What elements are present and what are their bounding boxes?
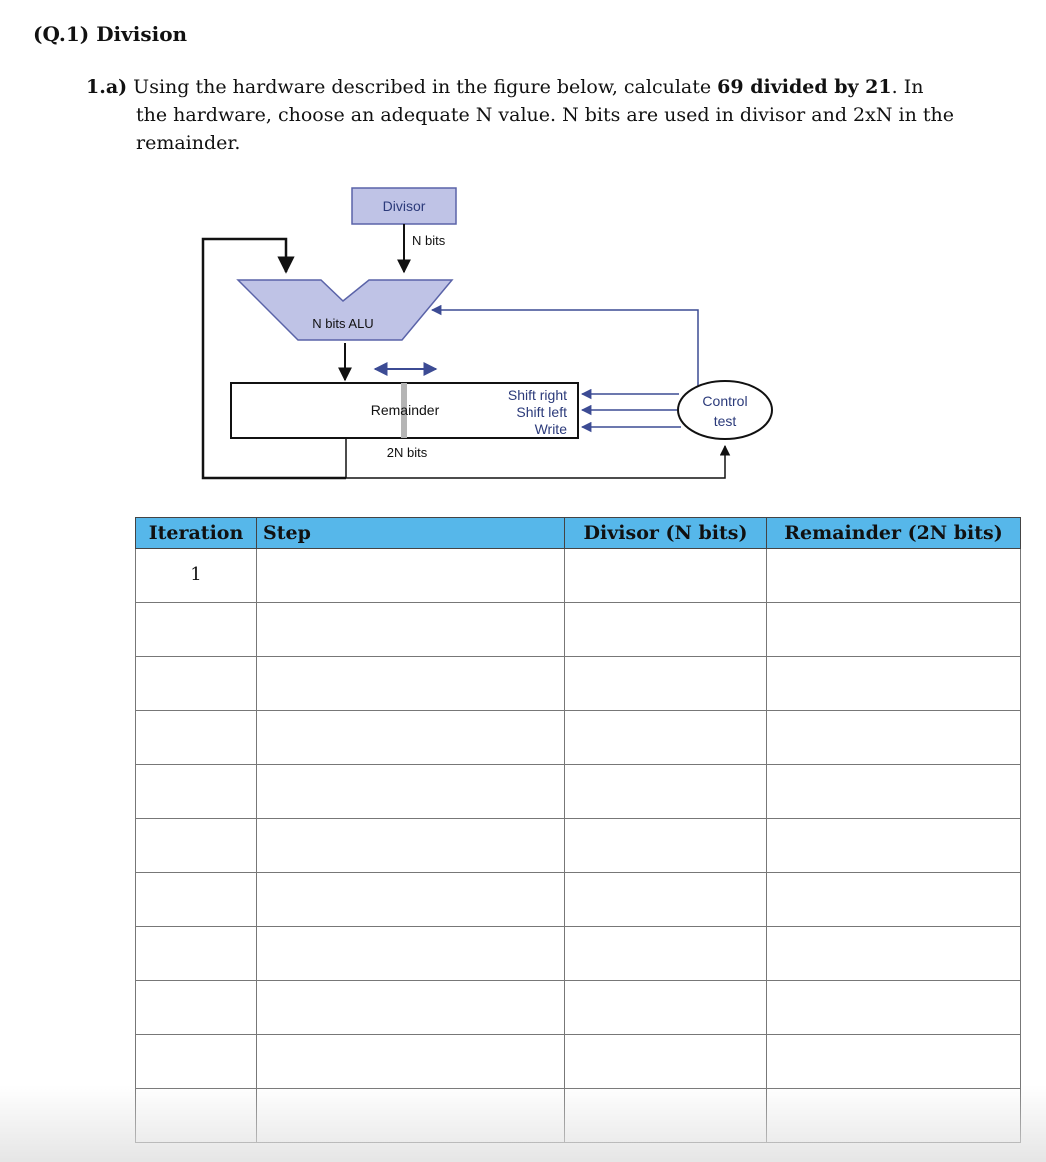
cell-step[interactable] xyxy=(257,927,565,981)
cell-step[interactable] xyxy=(257,873,565,927)
remainder-width-label: 2N bits xyxy=(386,445,428,460)
section-title: (Q.1) Division xyxy=(33,22,188,46)
cell-step[interactable] xyxy=(257,981,565,1035)
cell-remainder[interactable] xyxy=(767,549,1021,603)
cell-step[interactable] xyxy=(257,765,565,819)
cell-step[interactable] xyxy=(257,603,565,657)
header-remainder: Remainder (2N bits) xyxy=(767,518,1021,549)
cell-remainder[interactable] xyxy=(767,711,1021,765)
division-hardware-diagram xyxy=(0,0,1046,500)
cell-divisor[interactable] xyxy=(565,1089,767,1143)
signal-shift-left-label: Shift left xyxy=(516,404,567,420)
cell-iteration[interactable] xyxy=(136,1089,257,1143)
cell-divisor[interactable] xyxy=(565,1035,767,1089)
table-row xyxy=(136,657,1021,711)
remainder-feedback-loop xyxy=(203,239,346,478)
divisor-label: Divisor xyxy=(382,198,426,214)
question-bold-value: 69 divided by 21 xyxy=(717,76,892,98)
cell-remainder[interactable] xyxy=(767,873,1021,927)
header-step: Step xyxy=(257,518,565,549)
header-divisor: Divisor (N bits) xyxy=(565,518,767,549)
cell-step[interactable] xyxy=(257,1035,565,1089)
signal-write-label: Write xyxy=(534,421,567,437)
cell-remainder[interactable] xyxy=(767,819,1021,873)
question-line-3: remainder. xyxy=(136,132,241,154)
cell-divisor[interactable] xyxy=(565,981,767,1035)
cell-divisor[interactable] xyxy=(565,711,767,765)
cell-step[interactable] xyxy=(257,549,565,603)
table-row xyxy=(136,765,1021,819)
control-label-line1: Control xyxy=(702,393,748,409)
control-test-unit xyxy=(678,381,772,439)
cell-step[interactable] xyxy=(257,711,565,765)
cell-step[interactable] xyxy=(257,657,565,711)
cell-step[interactable] xyxy=(257,1089,565,1143)
cell-iteration[interactable] xyxy=(136,603,257,657)
control-label-line2: test xyxy=(713,413,737,429)
header-iteration: Iteration xyxy=(136,518,257,549)
cell-iteration[interactable]: 1 xyxy=(136,549,257,603)
table-row xyxy=(136,549,1021,603)
table-row xyxy=(136,873,1021,927)
cell-remainder[interactable] xyxy=(767,981,1021,1035)
cell-divisor[interactable] xyxy=(565,549,767,603)
cell-iteration[interactable] xyxy=(136,819,257,873)
cell-iteration[interactable] xyxy=(136,981,257,1035)
question-line-2: the hardware, choose an adequate N value. N bits are used in divisor and 2xN in the xyxy=(136,104,954,126)
signal-shift-right-label: Shift right xyxy=(507,387,567,403)
table-body xyxy=(136,549,1021,1143)
cell-divisor[interactable] xyxy=(565,657,767,711)
cell-iteration[interactable] xyxy=(136,873,257,927)
cell-divisor[interactable] xyxy=(565,819,767,873)
cell-divisor[interactable] xyxy=(565,603,767,657)
cell-remainder[interactable] xyxy=(767,1035,1021,1089)
cell-iteration[interactable] xyxy=(136,765,257,819)
cell-step[interactable] xyxy=(257,819,565,873)
cell-remainder[interactable] xyxy=(767,657,1021,711)
cell-remainder[interactable] xyxy=(767,765,1021,819)
question-number: 1.a) xyxy=(86,76,128,98)
table-row xyxy=(136,711,1021,765)
divisor-width-label: N bits xyxy=(412,233,446,248)
cell-remainder[interactable] xyxy=(767,1089,1021,1143)
alu-block xyxy=(238,280,452,340)
cell-iteration[interactable] xyxy=(136,1035,257,1089)
table-row xyxy=(136,819,1021,873)
division-steps-table-container xyxy=(135,517,1020,1143)
cell-remainder[interactable] xyxy=(767,927,1021,981)
table-row xyxy=(136,603,1021,657)
cell-iteration[interactable] xyxy=(136,657,257,711)
remainder-label: Remainder xyxy=(370,402,440,418)
table-header-row xyxy=(136,518,1021,549)
alu-label: N bits ALU xyxy=(312,316,374,331)
cell-iteration[interactable] xyxy=(136,711,257,765)
question-text-before: Using the hardware described in the figure below, calculate xyxy=(127,76,718,98)
cell-divisor[interactable] xyxy=(565,765,767,819)
division-steps-table xyxy=(135,517,1021,1143)
table-row xyxy=(136,1089,1021,1143)
cell-divisor[interactable] xyxy=(565,927,767,981)
question-text-after: . In xyxy=(891,76,924,98)
table-row xyxy=(136,927,1021,981)
cell-divisor[interactable] xyxy=(565,873,767,927)
control-to-alu-line xyxy=(432,310,698,386)
cell-remainder[interactable] xyxy=(767,603,1021,657)
cell-iteration[interactable] xyxy=(136,927,257,981)
table-row xyxy=(136,1035,1021,1089)
table-row xyxy=(136,981,1021,1035)
